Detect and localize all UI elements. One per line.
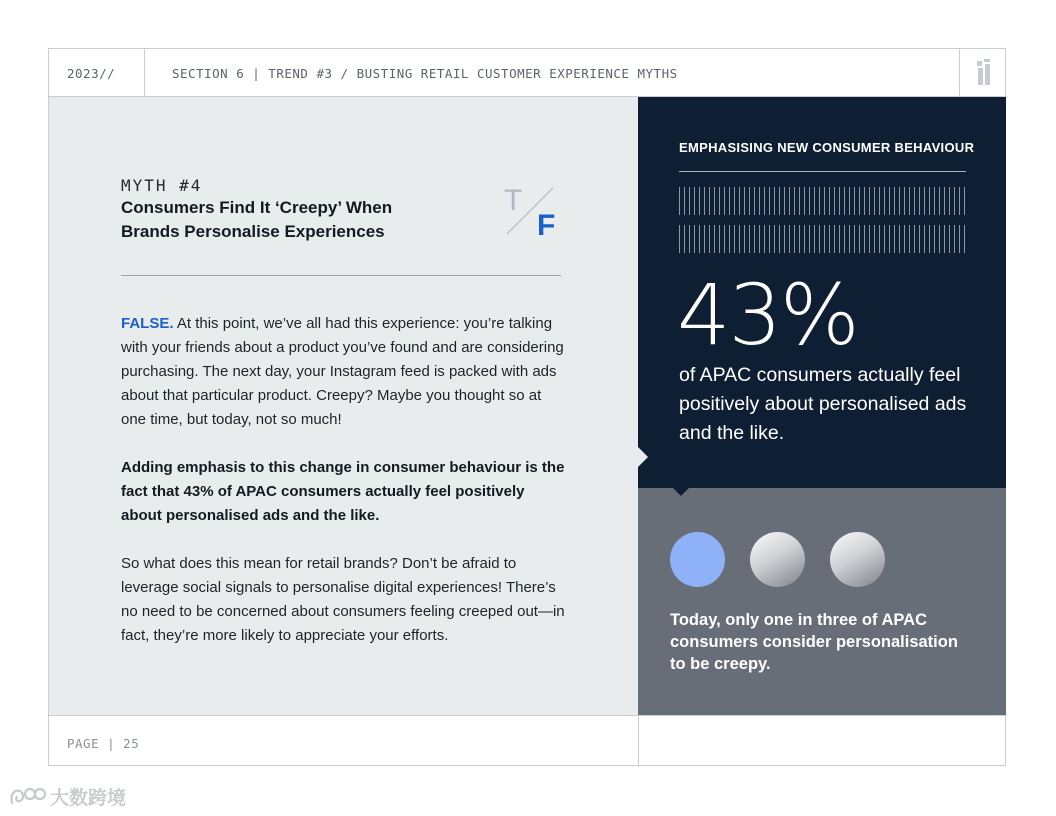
barcode-line	[694, 187, 695, 215]
barcode-line	[834, 225, 835, 253]
barcode-line	[834, 187, 835, 215]
barcode-line	[924, 187, 925, 215]
brand-logo-icon	[975, 59, 993, 87]
gray-dot	[830, 532, 885, 587]
barcode-line	[864, 225, 865, 253]
true-false-icon	[503, 184, 563, 240]
barcode-line	[939, 187, 940, 215]
barcode-line	[724, 187, 725, 215]
barcode-line	[799, 187, 800, 215]
barcode-line	[829, 225, 830, 253]
barcode-line	[804, 225, 805, 253]
barcode-line	[949, 225, 950, 253]
barcode-line	[779, 187, 780, 215]
watermark-logo-icon	[8, 785, 46, 807]
section-breadcrumb: SECTION 6 | TREND #3 / BUSTING RETAIL CUSTOMER EXPERIENCE MYTHS	[172, 66, 678, 81]
barcode-line	[919, 225, 920, 253]
barcode-line	[769, 225, 770, 253]
barcode-line	[724, 225, 725, 253]
barcode-line	[764, 225, 765, 253]
creepy-panel	[638, 488, 1006, 715]
barcode-line	[929, 187, 930, 215]
barcode-line	[749, 187, 750, 215]
barcode-line	[679, 225, 680, 253]
paragraph-1-text: At this point, we’ve all had this experience: you’re talking with your friends about a product you’ve found and are considering purchasing. The next day, your Instagram feed is packed with ads about that particular product. Creepy? Maybe you thought so at one time, but today, not so much!	[121, 315, 564, 428]
barcode-line	[774, 187, 775, 215]
barcode-line	[934, 225, 935, 253]
barcode-line	[844, 225, 845, 253]
barcode-line	[854, 187, 855, 215]
page-frame	[48, 48, 1006, 766]
barcode-line	[779, 225, 780, 253]
barcode-line	[729, 187, 730, 215]
barcode-line	[784, 187, 785, 215]
barcode-line	[769, 187, 770, 215]
barcode-line	[879, 225, 880, 253]
barcode-line	[699, 187, 700, 215]
barcode-line	[899, 187, 900, 215]
false-letter: F	[537, 209, 556, 240]
barcode-line	[944, 187, 945, 215]
barcode-line	[684, 187, 685, 215]
barcode-line	[814, 225, 815, 253]
barcode-line	[714, 187, 715, 215]
myth-paragraph-2: Adding emphasis to this change in consumer behaviour is the fact that 43% of APAC consumers actually feel positively about personalised ads and the like.	[121, 459, 565, 524]
barcode-line	[964, 187, 965, 215]
footer-divider	[638, 716, 639, 767]
barcode-line	[904, 187, 905, 215]
barcode-line	[869, 225, 870, 253]
stat-value: 43%	[677, 266, 858, 364]
true-letter: T	[504, 184, 523, 217]
barcode-line	[804, 187, 805, 215]
barcode-line	[959, 187, 960, 215]
barcode-line	[739, 225, 740, 253]
barcode-line	[819, 187, 820, 215]
barcode-line	[884, 187, 885, 215]
myth-panel	[49, 97, 638, 715]
barcode-line	[819, 225, 820, 253]
barcode-line	[894, 225, 895, 253]
verdict-label: FALSE.	[121, 315, 174, 332]
barcode-line	[714, 225, 715, 253]
barcode-line	[759, 225, 760, 253]
barcode-line	[679, 187, 680, 215]
barcode-line	[844, 187, 845, 215]
barcode-line	[754, 187, 755, 215]
barcode-line	[839, 187, 840, 215]
barcode-line	[954, 225, 955, 253]
barcode-line	[949, 187, 950, 215]
barcode-line	[909, 187, 910, 215]
barcode-line	[859, 187, 860, 215]
highlighted-dot	[670, 532, 725, 587]
barcode-line	[694, 225, 695, 253]
barcode-line	[704, 187, 705, 215]
myth-number: MYTH #4	[121, 176, 203, 195]
barcode-line	[924, 225, 925, 253]
barcode-line	[704, 225, 705, 253]
barcode-line	[709, 187, 710, 215]
barcode-line	[784, 225, 785, 253]
year-label: 2023//	[67, 66, 116, 81]
creepy-statement: Today, only one in three of APAC consumers consider personalisation to be creepy.	[670, 611, 958, 673]
myth-title: Consumers Find It ‘Creepy’ When Brands Personalise Experiences	[121, 198, 393, 241]
header-divider	[144, 49, 145, 96]
panel-pointer	[673, 488, 689, 496]
barcode-line	[839, 225, 840, 253]
stat-description: of APAC consumers actually feel positively about personalised ads and the like.	[679, 364, 967, 444]
barcode-line	[689, 225, 690, 253]
barcode-line	[744, 225, 745, 253]
barcode-line	[859, 225, 860, 253]
page-footer	[49, 715, 1007, 767]
barcode-line	[959, 225, 960, 253]
barcode-line	[909, 225, 910, 253]
barcode-line	[734, 225, 735, 253]
barcode-line	[809, 225, 810, 253]
barcode-line	[854, 225, 855, 253]
myth-paragraph-3: So what does this mean for retail brands? Don’t be afraid to leverage social signals to personalise digital experiences! There’s no need to be concerned about consumers feeling creeped out—in fact, they’re more likely to appreciate your efforts.	[121, 555, 565, 644]
barcode-line	[744, 187, 745, 215]
stat-heading-rule	[679, 171, 966, 172]
barcode-line	[709, 225, 710, 253]
page-header	[49, 49, 1007, 97]
barcode-line	[884, 225, 885, 253]
barcode-line	[809, 187, 810, 215]
stat-panel	[638, 97, 1006, 488]
barcode-line	[899, 225, 900, 253]
barcode-line	[719, 225, 720, 253]
barcode-line	[869, 187, 870, 215]
barcode-line	[759, 187, 760, 215]
page-number: PAGE | 25	[67, 736, 140, 751]
barcode-line	[729, 225, 730, 253]
barcode-line	[749, 225, 750, 253]
barcode-line	[754, 225, 755, 253]
watermark-text: 大数跨境	[50, 786, 127, 809]
header-divider	[959, 49, 960, 96]
one-in-three-dots	[670, 532, 890, 592]
barcode-line	[879, 187, 880, 215]
barcode-line	[919, 187, 920, 215]
barcode-line	[794, 187, 795, 215]
barcode-line	[889, 187, 890, 215]
barcode-line	[954, 187, 955, 215]
barcode-line	[789, 225, 790, 253]
barcode-line	[914, 187, 915, 215]
barcode-line	[739, 187, 740, 215]
section-divider	[121, 275, 561, 276]
barcode-line	[699, 225, 700, 253]
barcode-line	[774, 225, 775, 253]
panel-notch	[638, 447, 648, 467]
barcode-line	[964, 225, 965, 253]
barcode-line	[789, 187, 790, 215]
barcode-line	[849, 187, 850, 215]
barcode-line	[939, 225, 940, 253]
barcode-line	[914, 225, 915, 253]
barcode-line	[874, 225, 875, 253]
watermark	[8, 784, 126, 808]
gray-dot	[750, 532, 805, 587]
barcode-line	[814, 187, 815, 215]
stat-heading: EMPHASISING NEW CONSUMER BEHAVIOUR	[679, 140, 975, 155]
barcode-line	[689, 187, 690, 215]
barcode-line	[829, 187, 830, 215]
stat-barcode-graphic	[679, 187, 969, 253]
barcode-line	[889, 225, 890, 253]
barcode-line	[734, 187, 735, 215]
barcode-line	[799, 225, 800, 253]
myth-paragraph-1	[121, 312, 565, 432]
barcode-line	[929, 225, 930, 253]
barcode-line	[719, 187, 720, 215]
barcode-line	[894, 187, 895, 215]
barcode-line	[934, 187, 935, 215]
barcode-line	[849, 225, 850, 253]
barcode-line	[824, 225, 825, 253]
barcode-line	[874, 187, 875, 215]
barcode-line	[864, 187, 865, 215]
barcode-line	[944, 225, 945, 253]
barcode-line	[684, 225, 685, 253]
barcode-line	[824, 187, 825, 215]
barcode-line	[794, 225, 795, 253]
barcode-line	[904, 225, 905, 253]
barcode-line	[764, 187, 765, 215]
